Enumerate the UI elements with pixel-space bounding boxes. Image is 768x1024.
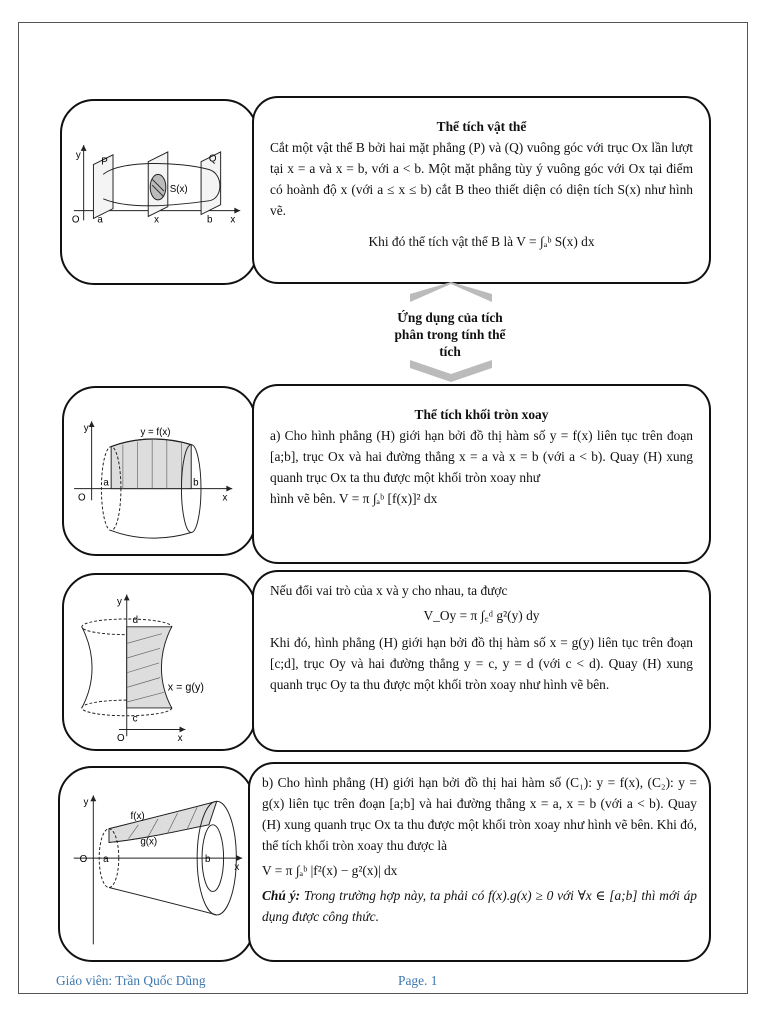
center-label: Ứng dụng của tích phân trong tính thể tích <box>394 310 506 359</box>
section4-paragraph: b) Cho hình phẳng (H) giới hạn bởi đồ thị hai hàm số (C₁): y = f(x), (C₂): y = g(x) liên tục trên đoạn [a;b] và hai đường thẳng x = a, x = b (với a < b). Quay (H) xung quanh trục Ox ta thu được một khối tròn xoay như hình vẽ bên. Khi đó, thể tích khối tròn xoay thu được là <box>262 775 697 853</box>
section2-title: Thể tích khối tròn xoay <box>414 407 549 422</box>
section2-text-box <box>252 384 711 564</box>
fig2-f-label: y = f(x) <box>140 426 171 438</box>
fig1-x-axis-label: x <box>230 214 236 226</box>
fig1-s-label: S(x) <box>169 184 188 195</box>
fig3-y-label: y <box>116 596 122 608</box>
section4-formula: V = π ∫ₐᵇ |f²(x) − g²(x)| dx <box>262 863 398 878</box>
section1-formula: Khi đó thể tích vật thể B là V = ∫ₐᵇ S(x) dx <box>368 234 595 249</box>
figure-rotation-ox <box>62 386 256 556</box>
fig3-d-label: d <box>132 614 139 626</box>
section1-paragraph: Cắt một vật thể B bởi hai mặt phẳng (P) và (Q) vuông góc với trục Ox lần lượt tại x = a và x = b, với a < b. Một mặt phẳng tùy ý vuông góc với Ox tại điểm có hoành độ x (với a ≤ x ≤ b) cắt B theo thiết diện có diện tích S(x) như hình vẽ. <box>270 140 693 218</box>
fig1-y-label: y <box>75 149 81 161</box>
fig3-c-label: c <box>132 713 138 725</box>
section1-title: Thể tích vật thể <box>436 119 527 134</box>
fig1-o-label: O <box>71 214 80 226</box>
fig1-a-label: a <box>97 214 103 226</box>
fig3-o-label: O <box>116 733 125 745</box>
fig2-o-label: O <box>77 492 86 504</box>
fig4-f-label: f(x) <box>130 810 145 822</box>
fig4-o-label: O <box>79 854 88 866</box>
chevron-down-icon <box>410 360 492 382</box>
figure-rotation-oy <box>62 573 256 751</box>
section4-text-box <box>248 762 711 962</box>
section3-intro: Nếu đổi vai trò của x và y cho nhau, ta được <box>270 583 508 598</box>
fig2-b-label: b <box>193 477 199 489</box>
section4-note-label: Chú ý: <box>262 888 301 903</box>
section3-text-box <box>252 570 711 752</box>
fig2-a-label: a <box>103 477 109 489</box>
fig4-y-label: y <box>83 797 89 809</box>
fig2-y-label: y <box>83 422 89 434</box>
fig4-x-label: x <box>234 861 240 873</box>
fig3-g-label: x = g(y) <box>167 681 204 694</box>
fig1-q-label: Q <box>208 153 217 165</box>
footer-page-number: Page. 1 <box>398 973 438 988</box>
fig1-p-label: P <box>101 156 108 168</box>
fig3-x-label: x <box>177 733 183 745</box>
section4-note-text: Trong trường hợp này, ta phải có f(x).g(x) ≥ 0 với ∀x ∈ [a;b] thì mới áp dụng được công thức. <box>262 888 698 924</box>
section1-text-box <box>252 96 711 284</box>
fig4-a-label: a <box>103 854 109 866</box>
chevron-up-icon <box>410 282 492 304</box>
section3-paragraph: Khi đó, hình phẳng (H) giới hạn bởi đồ thị hàm số x = g(y) liên tục trên đoạn [c;d], trục Oy và hai đường thẳng y = c, y = d (với c < d). Quay (H) xung quanh trục Oy ta thu được một khối tròn xoay như hình vẽ bên. <box>270 635 693 692</box>
figure-rotation-two-functions <box>58 766 254 962</box>
footer-teacher: Giáo viên: Trần Quốc Dũng <box>56 973 206 988</box>
figure-solid-cross-section <box>60 99 258 285</box>
fig1-b-label: b <box>206 214 213 226</box>
section2-formula: hình vẽ bên. V = π ∫ₐᵇ [f(x)]² dx <box>270 491 438 506</box>
fig2-x-label: x <box>222 492 228 504</box>
section2-paragraph: a) Cho hình phẳng (H) giới hạn bởi đồ thị hàm số y = f(x) liên tục trên đoạn [a;b], trục Ox và hai đường thẳng x = a và x = b (với a < b). Quay (H) xung quanh trục Ox ta thu được một khối tròn xoay như <box>270 428 693 485</box>
fig1-x-mid-label: x <box>154 214 159 226</box>
section4-note <box>262 885 697 927</box>
fig4-b-label: b <box>204 854 211 866</box>
fig4-g-label: g(x) <box>140 836 158 848</box>
section3-formula: V_Oy = π ∫꜀ᵈ g²(y) dy <box>423 608 540 623</box>
